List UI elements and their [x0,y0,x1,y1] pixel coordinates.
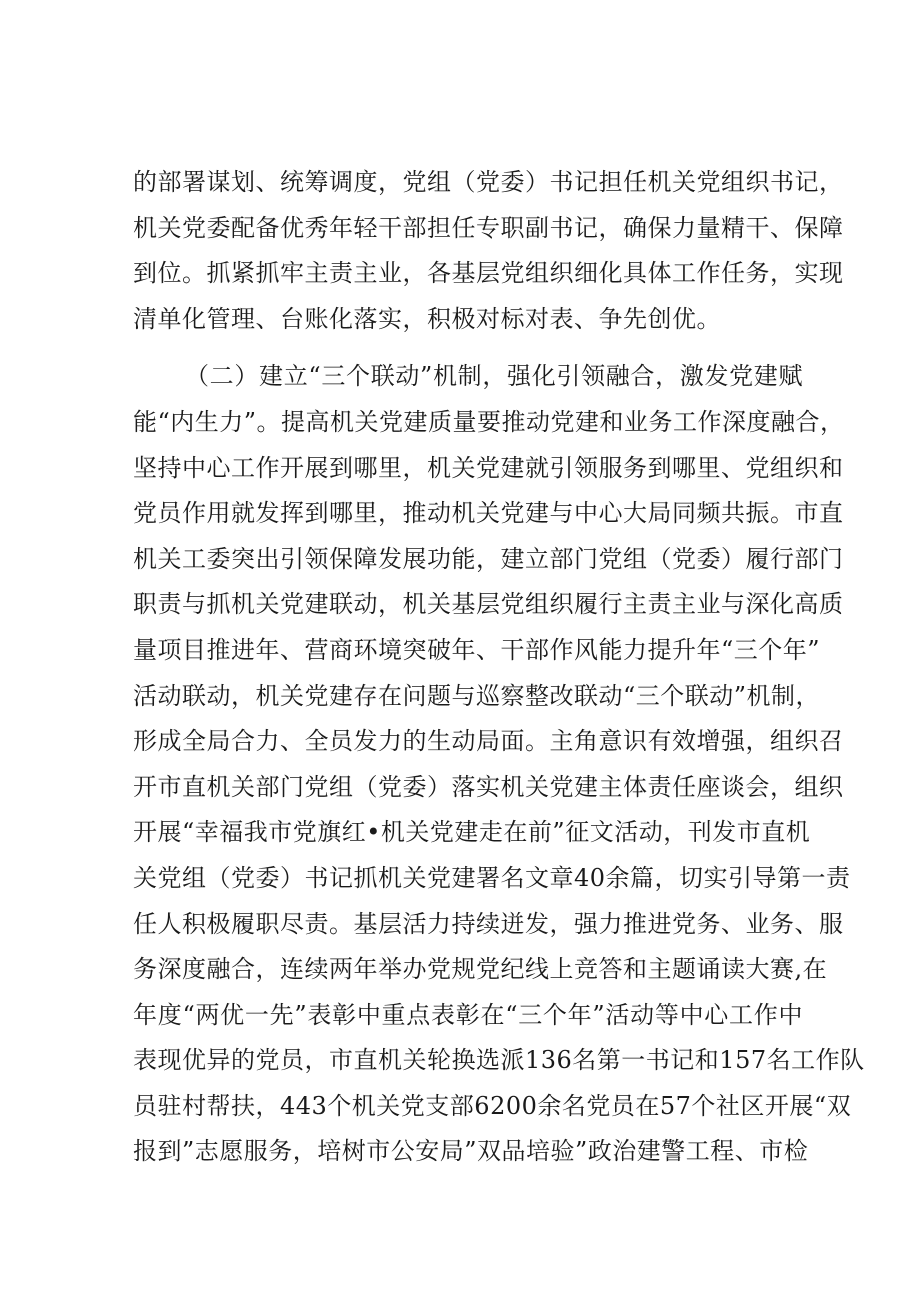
text-line: 的部署谋划、统筹调度，党组（党委）书记担任机关党组织书记， [133,168,844,196]
paragraph-1 [133,160,844,342]
text-line: 活动联动，机关党建存在问题与巡察整改联动“三个联动”机制， [133,681,821,710]
text-line: 能“内生力”。提高机关党建质量要推动党建和业务工作深度融合， [133,407,845,436]
text-line: 开市直机关部门党组（党委）落实机关党建主体责任座谈会，组织 [133,772,844,801]
text-line: 年度“两优一先”表彰中重点表彰在“三个年”活动等中心工作中 [133,1000,803,1029]
paragraph-spacer [133,342,803,354]
text-line: 形成全局合力、全员发力的生动局面。主角意识有效增强，组织召 [133,727,844,756]
text-line: 任人积极履职尽责。基层活力持续迸发，强力推进党务、业务、服 [133,909,844,938]
text-line: 关党组（党委）书记抓机关党建署名文章40余篇，切实引导第一责 [133,863,851,892]
section-heading-line: （二）建立“三个联动”机制，强化引领融合，激发党建赋 [185,362,803,391]
text-line: 到位。抓紧抓牢主责主业，各基层党组织细化具体工作任务，实现 [133,259,844,288]
text-line: 务深度融合，连续两年举办党规党纪线上竞答和主题诵读大赛,在 [133,955,828,984]
text-line: 员驻村帮扶，443个机关党支部6200余名党员在57个社区开展“双 [133,1091,852,1120]
text-line: 机关党委配备优秀年轻干部担任专职副书记，确保力量精干、保障 [133,213,844,242]
text-line: 清单化管理、台账化落实，积极对标对表、争先创优。 [133,304,721,333]
text-line: 开展“幸福我市党旗红•机关党建走在前”征文活动，刊发市直机 [133,818,811,847]
text-line: 党员作用就发挥到哪里，推动机关党建与中心大局同频共振。市直 [133,499,844,528]
text-line: 表现优异的党员，市直机关轮换选派136名第一书记和157名工作队 [133,1046,865,1075]
paragraph-2 [133,354,865,1175]
text-line: 坚持中心工作开展到哪里，机关党建就引领服务到哪里、党组织和 [133,453,844,482]
text-line: 量项目推进年、营商环境突破年、干部作风能力提升年“三个年” [133,635,821,664]
text-line: 报到”志愿服务，培树市公安局”双品培验”政治建警工程、市检 [133,1137,809,1166]
document-body [133,160,865,1175]
text-line: 机关工委突出引领保障发展功能，建立部门党组（党委）履行部门 [133,544,844,573]
text-line: 职责与抓机关党建联动，机关基层党组织履行主责主业与深化高质 [133,590,844,619]
